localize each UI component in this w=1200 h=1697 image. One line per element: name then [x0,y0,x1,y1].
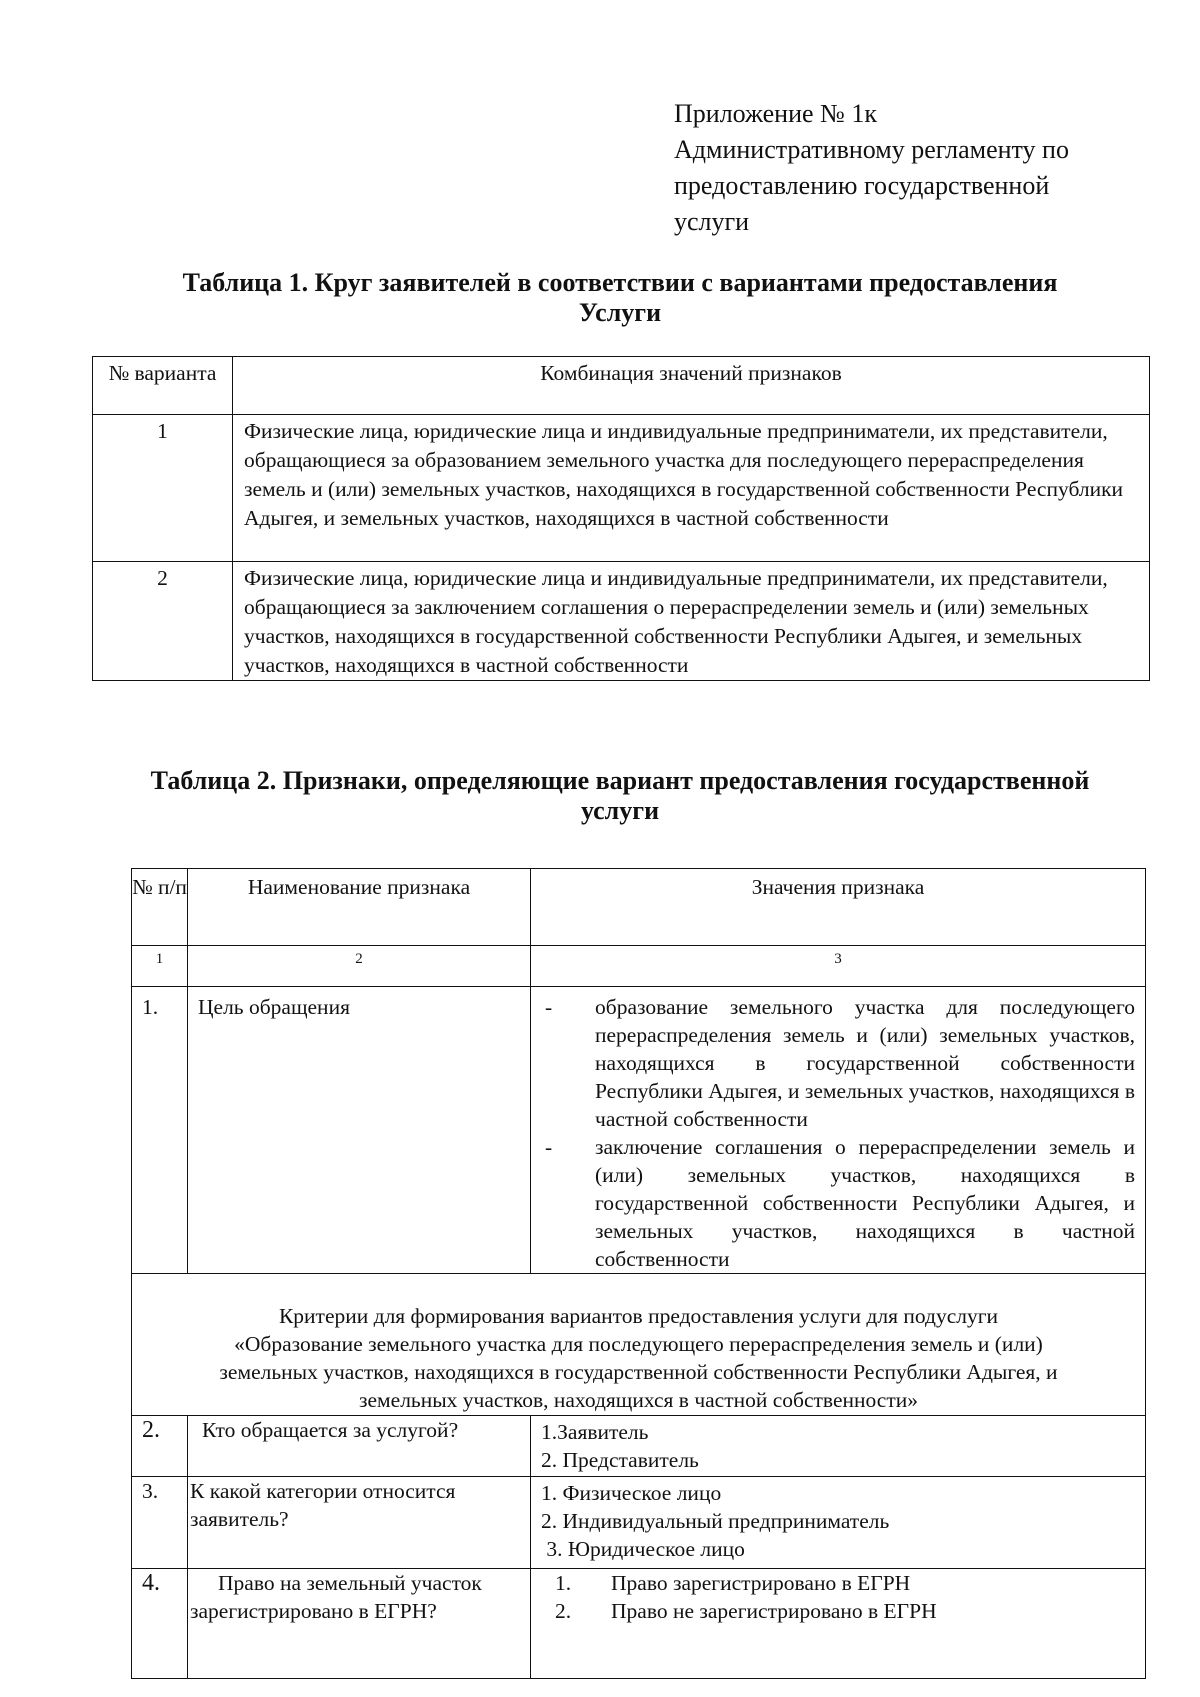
row-name: Цель обращения [188,987,531,1274]
criteria-table [131,868,1146,1679]
row-name: Кто обращается за услугой? [188,1416,531,1477]
table2-title-line2: услуги [580,796,660,825]
appendix-line: Административному регламенту по [674,135,1069,164]
column-numbers-row [132,946,1146,987]
row-values [531,987,1146,1274]
table1-title-line2: Услуги [578,298,662,327]
list-item: 1. Право зарегистрировано в ЕГРН [555,1571,911,1595]
table1-title-line1: Таблица 1. Круг заявителей в соответствии с вариантами предоставления [182,268,1058,297]
table2-title-line1: Таблица 2. Признаки, определяющие вариант предоставления государственной [150,766,1090,795]
table-header-row [132,869,1146,946]
header-variant-number: № варианта [93,357,233,415]
purpose-list [531,987,1145,1273]
row-number: 2. [132,1416,188,1477]
table1-title [120,268,1120,328]
row-values: 1. Физическое лицо 2. Индивидуальный предприниматель 3. Юридическое лицо [531,1477,1146,1569]
header-combination: Комбинация значений признаков [233,357,1150,415]
table-header-row [93,357,1150,415]
header-values: Значения признака [531,869,1146,946]
variant-number: 1 [93,415,233,562]
table-row [93,415,1150,562]
row-name: Право на земельный участок зарегистрировано в ЕГРН? [188,1569,531,1679]
row-number: 3. [132,1477,188,1569]
table-row [132,1416,1146,1477]
column-number: 1 [132,946,188,987]
list-item: - образование земельного участка для последующего перераспределения земель и (или) земельных участков, находящихся в государственной собственности Республики Адыгея, и земельных участков, находящихся в частной собственности [545,995,1135,1131]
table2-title [100,766,1140,826]
appendix-line: предоставлению государственной [674,171,1050,200]
list-item: 2. Право не зарегистрировано в ЕГРН [555,1599,937,1623]
row-values [531,1569,1146,1679]
applicants-table [92,356,1150,681]
row-name: К какой категории относится заявитель? [188,1477,531,1569]
criteria-heading: Критерии для формирования вариантов предоставления услуги для подуслуги «Образование земельного участка для последующего перераспределения земель и (или) земельных участков, находящихся в государственной собственности Республики Адыгея, и земельных участков, находящихся в частной собственности» [132,1274,1146,1416]
criteria-heading-row [132,1274,1146,1416]
appendix-line: Приложение № 1к [674,99,877,128]
appendix-header [674,96,1144,240]
variant-number: 2 [93,562,233,681]
variant-description: Физические лица, юридические лица и индивидуальные предприниматели, их представители, обращающиеся за заключением соглашения о перераспределении земель и (или) земельных участков, находящихся в государственной собственности Республики Адыгея, и земельных участков, находящихся в частной собственности [233,562,1150,681]
table-row [93,562,1150,681]
header-name: Наименование признака [188,869,531,946]
column-number: 2 [188,946,531,987]
column-number: 3 [531,946,1146,987]
variant-description: Физические лица, юридические лица и индивидуальные предприниматели, их представители, обращающиеся за образованием земельного участка для последующего перераспределения земель и (или) земельных участков, находящихся в государственной собственности Республики Адыгея, и земельных участков, находящихся в частной собственности [233,415,1150,562]
row-number: 1. [132,987,188,1274]
row-number: 4. [132,1569,188,1679]
header-number: № п/п [132,869,188,946]
appendix-line: услуги [674,207,750,236]
table-row [132,987,1146,1274]
table-row [132,1569,1146,1679]
table-row [132,1477,1146,1569]
list-item: - заключение соглашения о перераспределении земель и (или) земельных участков, находящихся в государственной собственности Республики Адыгея, и земельных участков, находящихся в частной собственности [545,1135,1135,1271]
row-values: 1.Заявитель 2. Представитель [531,1416,1146,1477]
